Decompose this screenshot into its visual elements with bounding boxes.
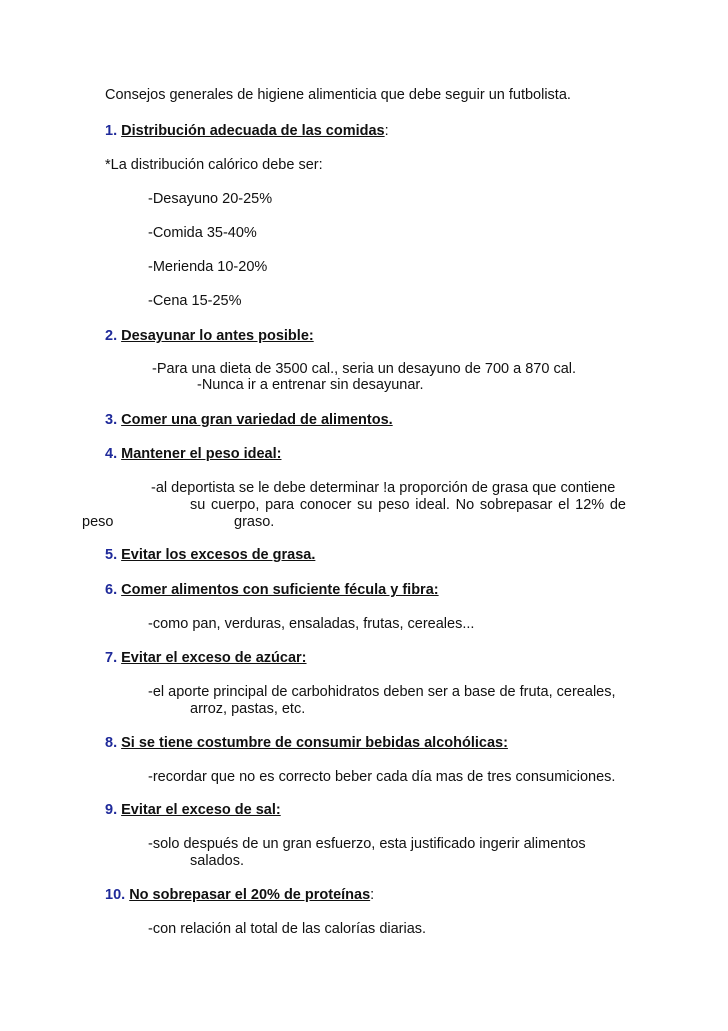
section-number: 6. <box>105 582 118 598</box>
section-title: Comer alimentos con suficiente fécula y fibra: <box>121 582 439 598</box>
document-title: Consejos generales de higiene alimenticia que debe seguir un futbolista. <box>105 87 571 103</box>
paragraph-line: su cuerpo, para conocer su peso ideal. No sobrepasar el 12% de <box>190 497 626 513</box>
paragraph-line: -al deportista se le debe determinar !a proporción de grasa que contiene <box>151 480 616 496</box>
section-heading <box>105 649 307 667</box>
section-heading <box>105 122 389 140</box>
list-item: -Desayuno 20-25% <box>148 191 273 207</box>
section-number: 7. <box>105 650 118 666</box>
section-title: Desayunar lo antes posible: <box>121 328 314 344</box>
section-title: Distribución adecuada de las comidas <box>121 123 385 139</box>
section-heading <box>105 445 281 463</box>
section-number: 1. <box>105 123 118 139</box>
section-suffix: : <box>384 123 389 139</box>
section-heading <box>105 801 281 819</box>
paragraph-line: -con relación al total de las calorías diarias. <box>148 921 427 937</box>
section-heading <box>105 886 374 904</box>
section-title: Mantener el peso ideal: <box>121 446 282 462</box>
section-heading <box>105 581 439 599</box>
section-title: Evitar el exceso de azúcar: <box>121 650 307 666</box>
paragraph-line: -Nunca ir a entrenar sin desayunar. <box>197 377 424 393</box>
paragraph-line: salados. <box>190 853 245 869</box>
section-title: Si se tiene costumbre de consumir bebidas alcohólicas: <box>121 735 508 751</box>
list-item: -Merienda 10-20% <box>148 259 268 275</box>
section-number: 3. <box>105 412 118 428</box>
section-suffix: : <box>370 887 375 903</box>
paragraph-line: -Para una dieta de 3500 cal., seria un desayuno de 700 a 870 cal. <box>152 361 577 377</box>
paragraph-line: -recordar que no es correcto beber cada día mas de tres consumiciones. <box>148 769 616 785</box>
section-title: Evitar los excesos de grasa. <box>121 547 316 563</box>
section-number: 10. <box>105 887 126 903</box>
section-number: 4. <box>105 446 118 462</box>
section-intro: *La distribución calórico debe ser: <box>105 157 323 173</box>
section-title: Evitar el exceso de sal: <box>121 802 281 818</box>
paragraph-line: -como pan, verduras, ensaladas, frutas, cereales... <box>148 616 475 632</box>
paragraph-line: -solo después de un gran esfuerzo, esta justificado ingerir alimentos <box>148 836 586 852</box>
paragraph-line: peso <box>82 514 114 530</box>
list-item: -Comida 35-40% <box>148 225 257 241</box>
paragraph-line: -el aporte principal de carbohidratos deben ser a base de fruta, cereales, <box>148 684 616 700</box>
section-heading <box>105 411 393 429</box>
paragraph-line: arroz, pastas, etc. <box>190 701 306 717</box>
section-number: 9. <box>105 802 118 818</box>
paragraph-line: graso. <box>234 514 275 530</box>
section-number: 2. <box>105 328 118 344</box>
section-heading <box>105 546 315 564</box>
list-item: -Cena 15-25% <box>148 293 242 309</box>
section-number: 5. <box>105 547 118 563</box>
section-title: No sobrepasar el 20% de proteínas <box>129 887 371 903</box>
section-title: Comer una gran variedad de alimentos. <box>121 412 393 428</box>
section-heading <box>105 327 314 345</box>
section-heading <box>105 734 508 752</box>
section-number: 8. <box>105 735 118 751</box>
